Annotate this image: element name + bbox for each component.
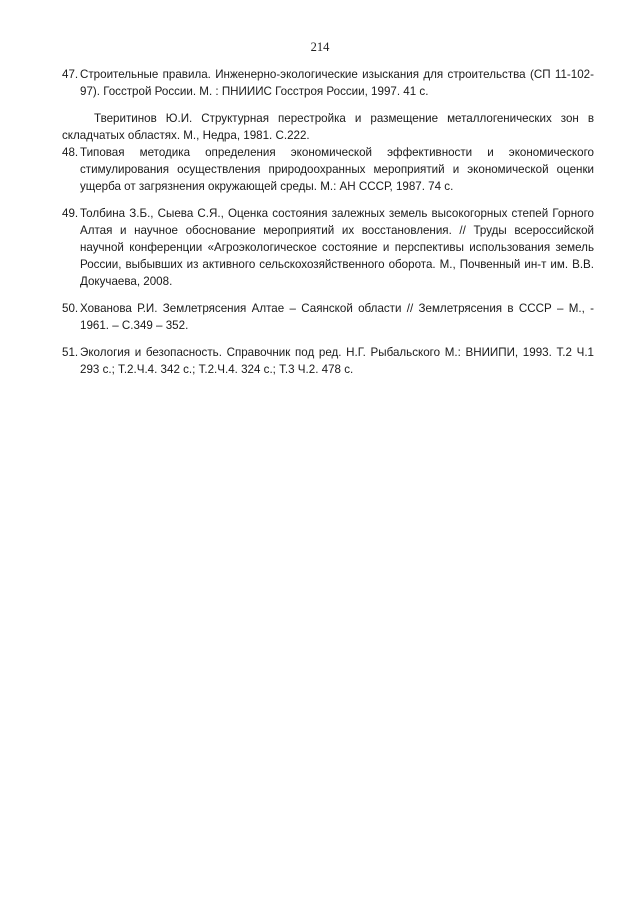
reference-item-48 bbox=[62, 144, 594, 195]
reference-item-50 bbox=[62, 300, 594, 334]
reference-text: Толбина З.Б., Сыева С.Я., Оценка состояния залежных земель высокогорных степей Горного Алтая и научное обоснование мероприятий их восстановления. // Труды всероссийской научной конференции «Агроэкологическое состояние и перспективы использования земель России, выбывших из активного сельскохозяйственного оборота. М., Почвенный ин-т им. В.В. Докучаева, 2008. bbox=[80, 207, 594, 288]
reference-list bbox=[62, 66, 594, 378]
reference-item-47 bbox=[62, 66, 594, 100]
reference-text: Тверитинов Ю.И. Структурная перестройка и размещение металлогенических зон в складчатых областях. М., Недра, 1981. С.222. bbox=[62, 112, 594, 142]
reference-number: 49. bbox=[62, 207, 79, 220]
reference-text: Хованова Р.И. Землетрясения Алтае – Саянской области // Землетрясения в СССР – М., - 1961. – С.349 – 352. bbox=[80, 302, 594, 332]
reference-number: 50. bbox=[62, 302, 79, 315]
reference-item-49 bbox=[62, 205, 594, 290]
reference-text: Экология и безопасность. Справочник под ред. Н.Г. Рыбальского М.: ВНИИПИ, 1993. Т.2 Ч.1 293 с.; Т.2.Ч.4. 342 с.; Т.2.Ч.4. 324 с.; Т.3 Ч.2. 478 с. bbox=[80, 346, 594, 376]
reference-number: 47. bbox=[62, 68, 79, 81]
reference-text: Строительные правила. Инженерно-экологические изыскания для строительства (СП 11-102-97). Госстрой России. М. : ПНИИИС Госстроя России, 1997. 41 с. bbox=[80, 68, 594, 98]
reference-item-unnumbered bbox=[62, 110, 594, 144]
reference-number: 51. bbox=[62, 346, 79, 359]
reference-number: 48. bbox=[62, 146, 79, 159]
page-number: 214 bbox=[310, 40, 330, 54]
reference-text: Типовая методика определения экономической эффективности и экономического стимулирования осуществления природоохранных мероприятий и экономической оценки ущерба от загрязнения окружающей среды. М.: АН СССР, 1987. 74 с. bbox=[80, 146, 594, 193]
reference-item-51 bbox=[62, 344, 594, 378]
